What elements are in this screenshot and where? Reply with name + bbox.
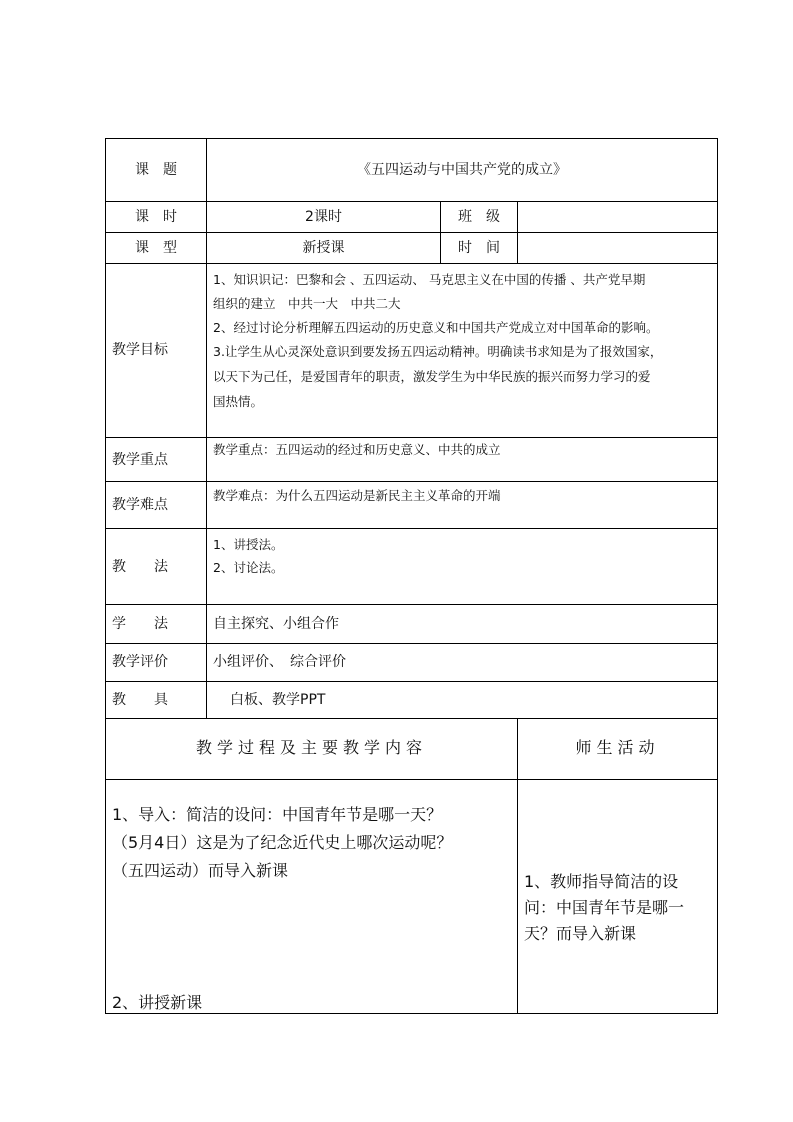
tools-value: 白板、教学PPT <box>230 692 326 708</box>
goal-line: 1、知识识记：巴黎和会 、五四运动、 马克思主义在中国的传播 、共产党早期 <box>213 272 646 287</box>
difficulty-value: 教学难点：为什么五四运动是新民主主义革命的开端 <box>213 488 501 503</box>
type-value: 新授课 <box>302 240 345 256</box>
learning-value: 自主探究、小组合作 <box>213 616 339 632</box>
key-label: 教学重点 <box>112 452 168 468</box>
goal-line: 国热情。 <box>213 394 264 409</box>
method-item: 1、讲授法。 <box>213 537 284 552</box>
eval-label: 教学评价 <box>112 654 168 670</box>
title-label: 课 题 <box>135 162 177 178</box>
process-line: （五四运动）而导入新课 <box>112 861 289 880</box>
process-header-left: 教学过程及主要教学内容 <box>195 738 427 757</box>
method-item: 2、讨论法。 <box>213 560 284 575</box>
learning-label: 学 法 <box>112 616 168 632</box>
goal-line: 3.让学生从心灵深处意识到要发扬五四运动精神。明确读书求知是为了报效国家， <box>213 344 663 359</box>
activity-line: 天？而导入新课 <box>524 924 637 943</box>
lesson-title: 《五四运动与中国共产党的成立》 <box>357 162 567 178</box>
process-step2: 2、讲授新课 <box>112 993 203 1012</box>
class-label: 班 级 <box>458 209 500 225</box>
tools-label: 教 具 <box>112 692 168 708</box>
activity-line: 问：中国青年节是哪一 <box>524 898 685 917</box>
process-line: 1、导入：简洁的设问：中国青年节是哪一天？ <box>112 805 443 824</box>
process-line: （5月4日）这是为了纪念近代史上哪次运动呢？ <box>112 833 453 852</box>
activity-line: 1、教师指导简洁的设 <box>524 872 679 891</box>
type-label: 课 型 <box>135 240 177 256</box>
goal-line: 以天下为己任，是爱国青年的职责，激发学生为中华民族的振兴而努力学习的爱 <box>213 369 651 384</box>
time-label: 时 间 <box>458 240 500 256</box>
hours-value: 2课时 <box>305 209 342 225</box>
goal-line: 组织的建立 中共一大 中共二大 <box>213 296 401 311</box>
eval-value: 小组评价、 综合评价 <box>213 654 346 670</box>
method-label: 教 法 <box>112 559 168 575</box>
process-header-right: 师生活动 <box>575 738 660 757</box>
goal-line: 2、经过讨论分析理解五四运动的历史意义和中国共产党成立对中国革命的影响。 <box>213 320 659 335</box>
goals-label: 教学目标 <box>112 342 168 358</box>
difficulty-label: 教学难点 <box>112 497 168 513</box>
hours-label: 课 时 <box>135 209 177 225</box>
key-value: 教学重点：五四运动的经过和历史意义、中共的成立 <box>213 442 501 457</box>
